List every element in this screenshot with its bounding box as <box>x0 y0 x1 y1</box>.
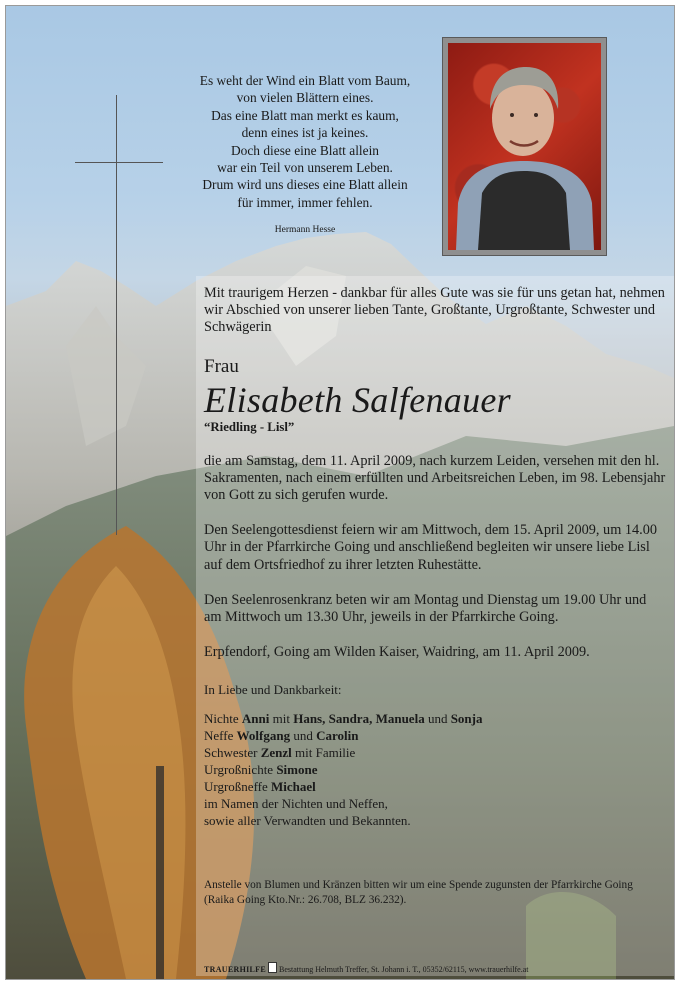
relation-label: Schwester <box>204 745 261 761</box>
poem-line: war ein Teil von unserem Leben. <box>217 160 393 176</box>
mourner-name: Sonja <box>450 711 483 727</box>
mourners-heading: In Liebe und Dankbarkeit: <box>204 682 342 698</box>
poem <box>150 72 460 240</box>
poem-line: denn eines ist ja keines. <box>241 125 369 141</box>
connector: und <box>290 728 317 744</box>
portrait-figure-icon <box>448 43 601 250</box>
deceased-name: Elisabeth Salfenauer <box>204 379 511 420</box>
place-date: Erpfendorf, Going am Wilden Kaiser, Waidring, am 11. April 2009. <box>204 644 590 661</box>
mourner-line-schwester <box>204 744 666 761</box>
footer-contact: Bestattung Helmuth Treffer, St. Johann i. T., 05352/62115, www.trauerhilfe.at <box>278 965 529 974</box>
mourner-line-neffe <box>204 727 666 744</box>
connector: mit <box>269 711 294 727</box>
cross-symbol-vertical <box>116 95 117 535</box>
donation-request: Anstelle von Blumen und Kränzen bitten wir um eine Spende zugunsten der Pfarrkirche Going (Raika Going Kto.Nr.: 26.708, BLZ 36.232). <box>204 879 633 906</box>
mourner-name: Carolin <box>316 728 359 744</box>
mourner-line-urgrossneffe <box>204 778 666 795</box>
poem-line: Das eine Blatt man merkt es kaum, <box>211 107 399 123</box>
mourner-name: Simone <box>276 762 318 778</box>
portrait-image <box>448 43 601 250</box>
connector: mit Familie <box>291 745 356 761</box>
funeral-home-footer <box>204 962 664 975</box>
mourner-name: Anni <box>241 711 270 727</box>
salutation: Frau <box>204 355 239 377</box>
intro-text: Mit traurigem Herzen - dankbar für alles Gute was sie für uns getan hat, nehmen wir Abschied von unserer lieben Tante, Großtante, Urgroßtante, Schwester und Schwägerin <box>204 285 665 336</box>
mourners-list <box>204 681 666 829</box>
portrait-photo <box>443 38 606 255</box>
relation-label: Urgroßnichte <box>204 762 277 778</box>
footer-brand: TRAUERHILFE <box>204 965 266 974</box>
mourners-closing-1: im Namen der Nichten und Neffen, <box>204 796 388 812</box>
mourner-name: Wolfgang <box>236 728 291 744</box>
mourner-line-urgrossnichte <box>204 761 666 778</box>
poem-line: Drum wird uns dieses eine Blatt allein <box>202 177 408 193</box>
mourners-closing-2: sowie aller Verwandten und Bekannten. <box>204 813 411 829</box>
mourner-line-nichte <box>204 710 666 727</box>
poem-line: Es weht der Wind ein Blatt vom Baum, <box>199 73 411 88</box>
trauerhilfe-logo-icon <box>268 962 277 973</box>
relation-label: Urgroßneffe <box>204 779 272 795</box>
mourner-name: Zenzl <box>260 745 292 761</box>
relation-label: Nichte <box>204 711 242 727</box>
obituary-text <box>204 285 666 829</box>
poem-line: für immer, immer fehlen. <box>237 194 373 210</box>
nickname: “Riedling - Lisl” <box>204 419 295 434</box>
mourner-name: Michael <box>271 779 316 795</box>
relation-label: Neffe <box>204 728 237 744</box>
rosary-notice: Den Seelenrosenkranz beten wir am Montag und Dienstag um 19.00 Uhr und am Mittwoch um 13.30 Uhr, jeweils in der Pfarrkirche Going. <box>204 591 647 626</box>
poem-line: von vielen Blättern eines. <box>236 90 374 106</box>
mourner-name: Hans, Sandra, Manuela <box>293 711 425 727</box>
funeral-notice: Den Seelengottesdienst feiern wir am Mittwoch, dem 15. April 2009, um 14.00 Uhr in der Pfarrkirche Going und anschließend begleiten wir unsere liebe Lisl auf dem Ortsfriedhof zu ihrer letzten Ruhestätte. <box>204 522 658 573</box>
death-notice: die am Samstag, dem 11. April 2009, nach kurzem Leiden, versehen mit den hl. Sakramenten, nach einem erfüllten und Arbeitsreichen Leben, im 98. Lebensjahr von Gott zu sich gerufen wurde. <box>204 452 666 504</box>
poem-author: Hermann Hesse <box>274 225 336 236</box>
connector: und <box>424 711 451 727</box>
poem-line: Doch diese eine Blatt allein <box>231 142 379 158</box>
